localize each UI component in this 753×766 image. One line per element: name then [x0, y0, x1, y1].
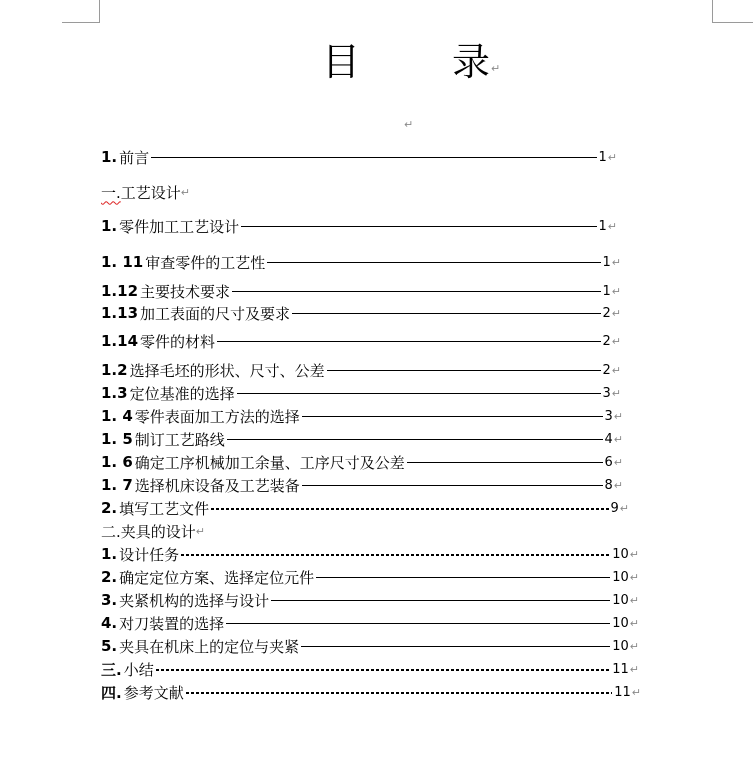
paragraph-mark-icon: ↵ [613, 409, 623, 423]
paragraph-mark-icon: ↵ [607, 219, 617, 233]
toc-label: 选择毛坯的形状、尺寸、公差 [129, 361, 325, 380]
toc-leader [316, 577, 610, 579]
toc-page-number: 10 [612, 615, 629, 631]
toc-number: 1.13 [101, 304, 139, 322]
paragraph-mark-icon: ↵ [611, 363, 621, 377]
toc-leader [227, 439, 603, 441]
toc-number: 1. 4 [101, 407, 133, 425]
toc-section-heading[interactable] [101, 520, 205, 542]
toc-leader [217, 341, 600, 343]
toc-number: 3. [101, 591, 118, 609]
toc-page-number: 2 [602, 333, 611, 349]
toc-number: 1.2 [101, 361, 128, 379]
paragraph-mark-icon: ↵ [629, 547, 639, 561]
toc-page-number: 9 [610, 500, 619, 516]
toc-number: 1.3 [101, 384, 128, 402]
toc-leader [271, 600, 610, 602]
toc-label: 夹紧机构的选择与设计 [119, 591, 270, 610]
paragraph-mark-icon: ↵ [491, 62, 501, 75]
toc-page-number: 1 [602, 283, 611, 299]
paragraph-mark-icon: ↵ [619, 501, 629, 515]
toc-heading-label: 工艺设计 [120, 183, 181, 202]
toc-leader [302, 416, 603, 418]
toc-heading-number: 一. [101, 183, 121, 202]
toc-entry[interactable] [101, 589, 639, 611]
toc-number: 1. [101, 148, 118, 166]
toc-entry[interactable] [101, 474, 623, 496]
toc-entry[interactable] [101, 635, 639, 657]
toc-entry[interactable] [101, 428, 623, 450]
paragraph-mark-icon: ↵ [195, 524, 206, 538]
toc-number: 四. [101, 683, 122, 702]
toc-entry[interactable] [101, 251, 621, 273]
toc-number: 1.12 [101, 282, 139, 300]
crop-mark-top-left [62, 22, 100, 23]
toc-entry[interactable] [101, 215, 617, 237]
toc-page-number: 10 [612, 592, 629, 608]
toc-leader [237, 393, 601, 395]
toc-entry[interactable] [101, 566, 639, 588]
toc-page-number: 6 [604, 454, 613, 470]
paragraph-mark-icon: ↵ [611, 284, 621, 298]
paragraph-mark-icon: ↵ [611, 334, 621, 348]
paragraph-mark-icon: ↵ [629, 639, 639, 653]
toc-heading-label: 夹具的设计 [120, 522, 196, 541]
toc-leader [407, 462, 603, 464]
toc-leader [267, 262, 600, 264]
paragraph-mark-icon: ↵ [631, 685, 641, 699]
toc-page-number: 3 [602, 385, 611, 401]
toc-label: 加工表面的尺寸及要求 [140, 304, 291, 323]
toc-number: 1. [101, 217, 118, 235]
crop-mark-top-left-vertical [99, 0, 100, 23]
toc-label: 前言 [119, 148, 150, 167]
toc-label: 设计任务 [119, 545, 180, 564]
toc-label: 对刀装置的选择 [119, 614, 225, 633]
toc-section-heading[interactable] [101, 181, 190, 203]
toc-entry[interactable] [101, 146, 617, 168]
paragraph-mark-icon: ↵ [613, 455, 623, 469]
toc-leader [211, 508, 608, 510]
toc-number: 1.14 [101, 332, 139, 350]
paragraph-mark-icon: ↵ [607, 150, 617, 164]
toc-label: 确定定位方案、选择定位元件 [119, 568, 315, 587]
toc-entry[interactable] [101, 302, 621, 324]
paragraph-mark-icon: ↵ [611, 255, 621, 269]
toc-entry[interactable] [101, 359, 621, 381]
paragraph-mark-icon: ↵ [629, 662, 639, 676]
toc-page-number: 2 [602, 305, 611, 321]
toc-label: 审查零件的工艺性 [145, 253, 266, 272]
paragraph-mark-icon: ↵ [180, 185, 191, 199]
title-char-1: 目 [322, 40, 361, 84]
toc-heading-number: 二. [101, 522, 121, 541]
toc-entry[interactable] [101, 543, 639, 565]
toc-label: 夹具在机床上的定位与夹紧 [119, 637, 300, 656]
toc-label: 零件的材料 [140, 332, 216, 351]
toc-label: 参考文献 [123, 683, 184, 702]
toc-number: 5. [101, 637, 118, 655]
toc-leader [292, 313, 600, 315]
toc-page-number: 1 [598, 149, 607, 165]
title-char-2: 录 [452, 40, 491, 84]
toc-leader [327, 370, 601, 372]
toc-page-number: 8 [604, 477, 613, 493]
toc-page-number: 4 [604, 431, 613, 447]
toc-page-number: 2 [602, 362, 611, 378]
toc-entry[interactable] [101, 280, 621, 302]
toc-label: 定位基准的选择 [129, 384, 235, 403]
page-title [0, 38, 753, 88]
toc-number: 1. [101, 545, 118, 563]
toc-page-number: 11 [612, 661, 629, 677]
toc-page-number: 3 [604, 408, 613, 424]
toc-page-number: 10 [612, 638, 629, 654]
toc-page-number: 10 [612, 546, 629, 562]
toc-label: 填写工艺文件 [119, 499, 210, 518]
toc-page-number: 1 [602, 254, 611, 270]
toc-entry[interactable] [101, 405, 623, 427]
toc-leader [226, 623, 610, 625]
toc-entry[interactable] [101, 330, 621, 352]
toc-leader [302, 485, 603, 487]
toc-leader [232, 291, 600, 293]
paragraph-mark-icon: ↵ [611, 306, 621, 320]
toc-label: 选择机床设备及工艺装备 [134, 476, 300, 495]
toc-leader [156, 669, 611, 671]
toc-page-number: 1 [598, 218, 607, 234]
toc-label: 零件表面加工方法的选择 [134, 407, 300, 426]
toc-entry[interactable] [101, 382, 621, 404]
toc-number: 1. 11 [101, 253, 144, 271]
toc-entry[interactable] [101, 612, 639, 634]
paragraph-mark-icon: ↵ [613, 432, 623, 446]
paragraph-mark-icon: ↵ [629, 616, 639, 630]
toc-leader [301, 646, 610, 648]
toc-leader [181, 554, 610, 556]
paragraph-mark-icon: ↵ [611, 386, 621, 400]
toc-leader [186, 692, 613, 694]
toc-label: 零件加工工艺设计 [119, 217, 240, 236]
toc-number: 三. [101, 660, 122, 679]
toc-number: 1. 7 [101, 476, 133, 494]
paragraph-mark-icon: ↵ [629, 570, 639, 584]
toc-page-number: 10 [612, 569, 629, 585]
toc-entry[interactable] [101, 451, 623, 473]
toc-entry[interactable] [101, 658, 639, 680]
paragraph-mark-icon: ↵ [629, 593, 639, 607]
toc-page-number: 11 [614, 684, 631, 700]
crop-mark-top-right-vertical [712, 0, 713, 23]
toc-number: 2. [101, 568, 118, 586]
paragraph-mark-icon: ↵ [404, 118, 414, 131]
crop-mark-top-right [712, 22, 753, 23]
toc-number: 4. [101, 614, 118, 632]
toc-label: 主要技术要求 [140, 282, 231, 301]
toc-entry[interactable] [101, 681, 641, 703]
toc-number: 1. 6 [101, 453, 133, 471]
toc-entry[interactable] [101, 497, 629, 519]
toc-number: 2. [101, 499, 118, 517]
toc-leader [241, 226, 596, 228]
toc-label: 制订工艺路线 [134, 430, 225, 449]
toc-label: 确定工序机械加工余量、工序尺寸及公差 [134, 453, 405, 472]
toc-label: 小结 [123, 660, 154, 679]
toc-number: 1. 5 [101, 430, 133, 448]
paragraph-mark-icon: ↵ [613, 478, 623, 492]
toc-leader [151, 157, 596, 159]
